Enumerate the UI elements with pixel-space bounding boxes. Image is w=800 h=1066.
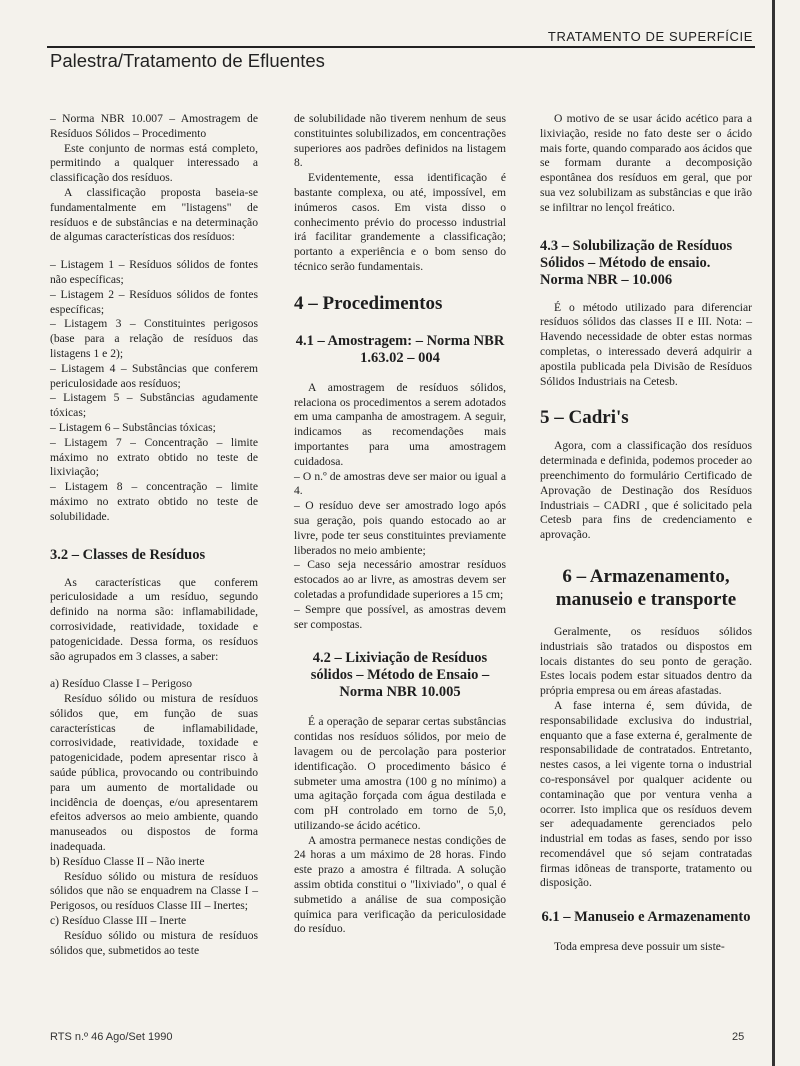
subsection-heading: 4.2 – Lixiviação de Resíduos sólidos – Método de Ensaio – Norma NBR 10.005: [310, 650, 490, 701]
section-heading: 4 – Procedimentos: [294, 292, 443, 314]
column-1: [50, 112, 258, 958]
listagens-list: [50, 258, 258, 524]
page-number: 25: [732, 1031, 745, 1043]
paragraph: Resíduo sólido ou mistura de resíduos sólidos que, submetidos ao teste: [50, 928, 258, 957]
subsection-heading: 4.3 – Solubilização de Resíduos Sólidos – Método de ensaio. Norma NBR – 10.006: [540, 237, 733, 288]
paragraph: A amostragem de resíduos sólidos, relaciona os procedimentos a serem adotados em uma campanha de amostragem. A seguir, indicamos as recomendações mais importantes para uma amostragem cuidadosa.: [294, 380, 506, 468]
list-item: – Listagem 2 – Resíduos sólidos de fontes específicas;: [50, 287, 258, 316]
list-item: – Listagem 3 – Constituintes perigosos (base para a relação de resíduos das listagens 1 e 2);: [50, 317, 258, 360]
page-edge-rule: [772, 0, 775, 1066]
paragraph: Evidentemente, essa identificação é bastante complexa, ou até, impossível, em inúmeros casos. Em vista disso o conhecimento prévio do processo industrial irá facilitar grandemente a classificação; portanto a experiência e o bom senso do técnico serão fundamentais.: [294, 171, 506, 273]
paragraph: As características que conferem periculosidade a um resíduo, segundo definido na norma são: inflamabilidade, corrosividade, reatividade, toxidade e patogenicidade. Dessa forma, os resíduos são agrupados em 3 classes, a saber:: [50, 575, 258, 663]
paragraph: A fase interna é, sem dúvida, de responsabilidade exclusiva do industrial, enquanto que a fase externa é, geralmente de responsabilidade de contratados. Entretanto, nestes casos, a lei vigente torna o industrial co-responsável por qualquer acidente ou contaminação que por ventura venha a ocorrer. Isto implica que os resíduos devem ser adequadamente gerenciados pelo industrial em todas as fases, sendo por isso recomendável que só sejam contratadas firmas idôneas de transporte, tratamento ou disposição.: [540, 698, 752, 890]
subsection-heading: 6.1 – Manuseio e Armazenamento: [541, 909, 751, 926]
paragraph: Toda empresa deve possuir um siste-: [554, 940, 725, 954]
list-item: – Listagem 8 – concentração – limite máximo no extrato obtido no teste de solubilidade.: [50, 480, 258, 523]
paragraph: É a operação de separar certas substâncias contidas nos resíduos sólidos, por meio de lavagem ou de percolação para posterior identificação. O procedimento básico é submeter uma amostra (100 g no mínimo) a uma agitação forçada com água destilada e com pH controlado em torno de 5,0, utilizando-se ácido acético.: [294, 715, 506, 832]
list-item: – O n.º de amostras deve ser maior ou igual a 4.: [294, 469, 506, 498]
list-item: – Listagem 1 – Resíduos sólidos de fontes não específicas;: [50, 258, 258, 286]
paragraph: Agora, com a classificação dos resíduos determinada e definida, podemos proceder ao preenchimento do formulário Certificado de Aprovação de Destinação dos Resíduos Industriais – CADRI , que é solicitado pela Cetesb para fins de credenciamento e aprovação.: [540, 439, 752, 542]
class-title: c) Resíduo Classe III – Inerte: [50, 914, 187, 928]
column-3: [540, 112, 752, 955]
paragraph: É o método utilizado para diferenciar resíduos sólidos das classes II e III. Nota: – Havendo necessidade de obter estas normas completas, o interessado deverá adquirir a apostila publicada pela Divisão de Resíduos Sólidos Industriais na Cetesb.: [540, 300, 752, 388]
page-title: Palestra/Tratamento de Efluentes: [50, 50, 325, 71]
paragraph: Resíduo sólido ou mistura de resíduos sólidos que, em função de suas características de inflamabilidade, corrosividade, reatividade, toxidade e patogenicidade, podem apresentar risco à saúde pública, provocando ou contribuindo para um aumento de mortalidade ou incidência de doenças, e/ou apresentarem efeitos adversos ao meio ambiente, quando manuseados ou dispostos de forma inadequada.: [50, 692, 258, 854]
paragraph: – Norma NBR 10.007 – Amostragem de Resíduos Sólidos – Procedimento: [50, 112, 258, 140]
paragraph: Este conjunto de normas está completo, permitindo a qualquer interessado a classificação dos resíduos.: [50, 141, 258, 185]
paragraph: A amostra permanece nestas condições de 24 horas a um máximo de 28 horas. Findo este prazo a amostra é filtrada. A solução assim obtida constitui o "lixiviado", o qual é submetido a análise de sua composição química para verificação da periculosidade do resíduo.: [294, 833, 506, 936]
list-item: – Listagem 7 – Concentração – limite máximo no extrato obtido no teste de lixiviação;: [50, 435, 258, 479]
paragraph: A classificação proposta baseia-se fundamentalmente em "listagens" de resíduos e de substâncias e na determinação de algumas características dos resíduos:: [50, 185, 258, 244]
header-rule: [47, 26, 755, 48]
section-label: TRATAMENTO DE SUPERFÍCIE: [547, 29, 753, 44]
list-item: – Sempre que possível, as amostras devem ser compostas.: [294, 602, 506, 631]
list-item: – Listagem 5 – Substâncias agudamente tóxicas;: [50, 391, 258, 420]
class-title: b) Resíduo Classe II – Não inerte: [50, 854, 205, 868]
paragraph: Geralmente, os resíduos sólidos industriais são tratados ou dispostos em locais distantes do seu ponto de geração. Estes locais podem estar situados dentro da própria empresa ou em áreas afastadas.: [540, 624, 752, 698]
section-heading: 3.2 – Classes de Resíduos: [50, 546, 206, 563]
subsection-heading: 4.1 – Amostragem: – Norma NBR 1.63.02 – 004: [295, 332, 505, 366]
column-2: [294, 112, 506, 937]
list-item: – Listagem 6 – Substâncias tóxicas;: [50, 420, 216, 434]
list-item: – Caso seja necessário amostrar resíduos estocados ao ar livre, as amostras devem ser coletadas a profundidade superiores a 15 cm;: [294, 558, 506, 601]
section-heading: 6 – Armazenamento, manuseio e transporte: [555, 565, 737, 610]
section-heading: 5 – Cadri's: [540, 407, 629, 429]
list-item: – Listagem 4 – Substâncias que conferem periculosidade aos resíduos;: [50, 361, 258, 390]
paragraph: Resíduo sólido ou mistura de resíduos sólidos que não se enquadrem na Classe I – Perigosos, ou resíduos Classe III – Inertes;: [50, 869, 258, 913]
paragraph: de solubilidade não tiverem nenhum de seus constituintes solubilizados, em concentrações superiores aos padrões definidos na listagem 8.: [294, 112, 506, 170]
paragraph: O motivo de se usar ácido acético para a lixiviação, reside no fato deste ser o ácido mais forte, quando comparado aos ácidos que se formam durante a decomposição espontânea dos resíduos em geral, que por sua vez solubilizam as substâncias e que irão se infiltrar no lençol freático.: [540, 112, 752, 214]
list-item: – O resíduo deve ser amostrado logo após sua geração, pois quando estocado ao ar livre, pode ter seus constituintes previamente liberados no meio ambiente;: [294, 499, 506, 557]
class-title: a) Resíduo Classe I – Perigoso: [50, 677, 193, 691]
issue-footer: RTS n.º 46 Ago/Set 1990: [50, 1031, 173, 1043]
